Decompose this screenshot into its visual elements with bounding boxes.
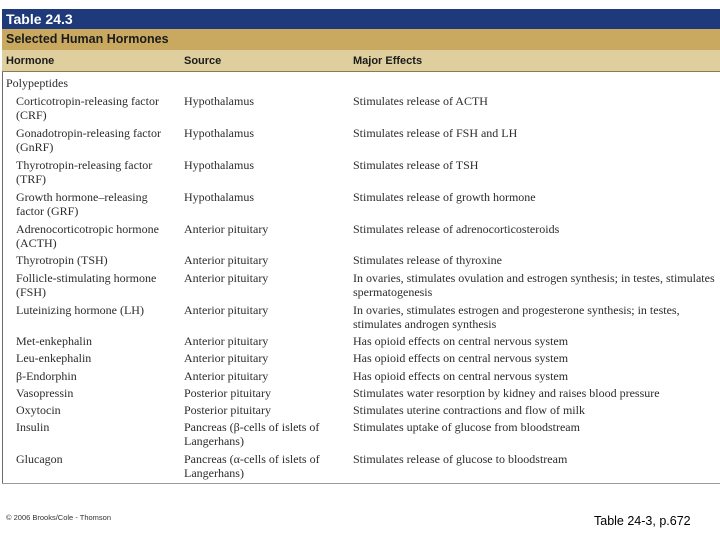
hormone-cell: Met-enkephalin bbox=[16, 334, 92, 348]
effects-cell: Stimulates release of ACTH bbox=[353, 94, 488, 108]
source-cell: Anterior pituitary bbox=[184, 222, 269, 236]
effects-cell: Stimulates release of TSH bbox=[353, 158, 479, 172]
effects-cell: Has opioid effects on central nervous system bbox=[353, 334, 569, 348]
hormone-cell: Oxytocin bbox=[16, 403, 61, 417]
source-cell: Pancreas (β-cells of islets of Langerhans) bbox=[184, 420, 320, 448]
effects-cell: Stimulates water resorption by kidney and raises blood pressure bbox=[353, 386, 660, 400]
slide-caption: Table 24-3, p.672 bbox=[594, 514, 691, 528]
column-header-source: Source bbox=[184, 55, 222, 67]
source-cell: Pancreas (α-cells of islets of Langerhans) bbox=[184, 452, 320, 480]
hormone-cell: Thyrotropin-releasing factor (TRF) bbox=[16, 158, 153, 186]
effects-cell: Stimulates uptake of glucose from bloodstream bbox=[353, 420, 580, 434]
source-cell: Anterior pituitary bbox=[184, 303, 269, 317]
table-title: Table 24.3 bbox=[2, 9, 720, 29]
hormone-cell: β-Endorphin bbox=[16, 369, 77, 383]
hormone-cell: Thyrotropin (TSH) bbox=[16, 253, 108, 267]
hormone-cell: Leu-enkephalin bbox=[16, 351, 92, 365]
column-header-row bbox=[2, 50, 720, 72]
source-cell: Anterior pituitary bbox=[184, 253, 269, 267]
effects-cell: In ovaries, stimulates estrogen and progesterone synthesis; in testes, stimulates androgen synthesis bbox=[353, 303, 680, 331]
effects-cell: Stimulates release of growth hormone bbox=[353, 190, 536, 204]
effects-cell: Stimulates release of glucose to bloodstream bbox=[353, 452, 568, 466]
table-subtitle: Selected Human Hormones bbox=[2, 29, 720, 50]
column-header-effects: Major Effects bbox=[353, 55, 423, 67]
source-cell: Posterior pituitary bbox=[184, 386, 271, 400]
effects-cell: In ovaries, stimulates ovulation and estrogen synthesis; in testes, stimulates spermatogenesis bbox=[353, 271, 715, 299]
section-label: Polypeptides bbox=[6, 76, 68, 90]
left-border bbox=[2, 9, 3, 483]
hormone-cell: Gonadotropin-releasing factor (GnRF) bbox=[16, 126, 161, 154]
source-cell: Hypothalamus bbox=[184, 158, 254, 172]
copyright-notice: © 2006 Brooks/Cole - Thomson bbox=[6, 513, 112, 522]
hormone-cell: Follicle-stimulating hormone (FSH) bbox=[16, 271, 157, 299]
effects-cell: Stimulates release of thyroxine bbox=[353, 253, 502, 267]
effects-cell: Stimulates uterine contractions and flow of milk bbox=[353, 403, 585, 417]
footer-divider bbox=[2, 483, 720, 484]
column-header-hormone: Hormone bbox=[6, 55, 55, 67]
effects-cell: Has opioid effects on central nervous system bbox=[353, 351, 569, 365]
source-cell: Anterior pituitary bbox=[184, 351, 269, 365]
source-cell: Anterior pituitary bbox=[184, 334, 269, 348]
source-cell: Hypothalamus bbox=[184, 190, 254, 204]
hormone-cell: Adrenocorticotropic hormone (ACTH) bbox=[16, 222, 159, 250]
hormone-cell: Luteinizing hormone (LH) bbox=[16, 303, 144, 317]
effects-cell: Has opioid effects on central nervous system bbox=[353, 369, 569, 383]
hormone-cell: Insulin bbox=[16, 420, 50, 434]
source-cell: Hypothalamus bbox=[184, 126, 254, 140]
effects-cell: Stimulates release of FSH and LH bbox=[353, 126, 518, 140]
hormone-cell: Vasopressin bbox=[16, 386, 74, 400]
hormone-cell: Corticotropin-releasing factor (CRF) bbox=[16, 94, 159, 122]
source-cell: Anterior pituitary bbox=[184, 369, 269, 383]
source-cell: Anterior pituitary bbox=[184, 271, 269, 285]
hormone-cell: Glucagon bbox=[16, 452, 63, 466]
source-cell: Posterior pituitary bbox=[184, 403, 271, 417]
effects-cell: Stimulates release of adrenocorticosteroids bbox=[353, 222, 560, 236]
hormone-cell: Growth hormone–releasing factor (GRF) bbox=[16, 190, 148, 218]
source-cell: Hypothalamus bbox=[184, 94, 254, 108]
